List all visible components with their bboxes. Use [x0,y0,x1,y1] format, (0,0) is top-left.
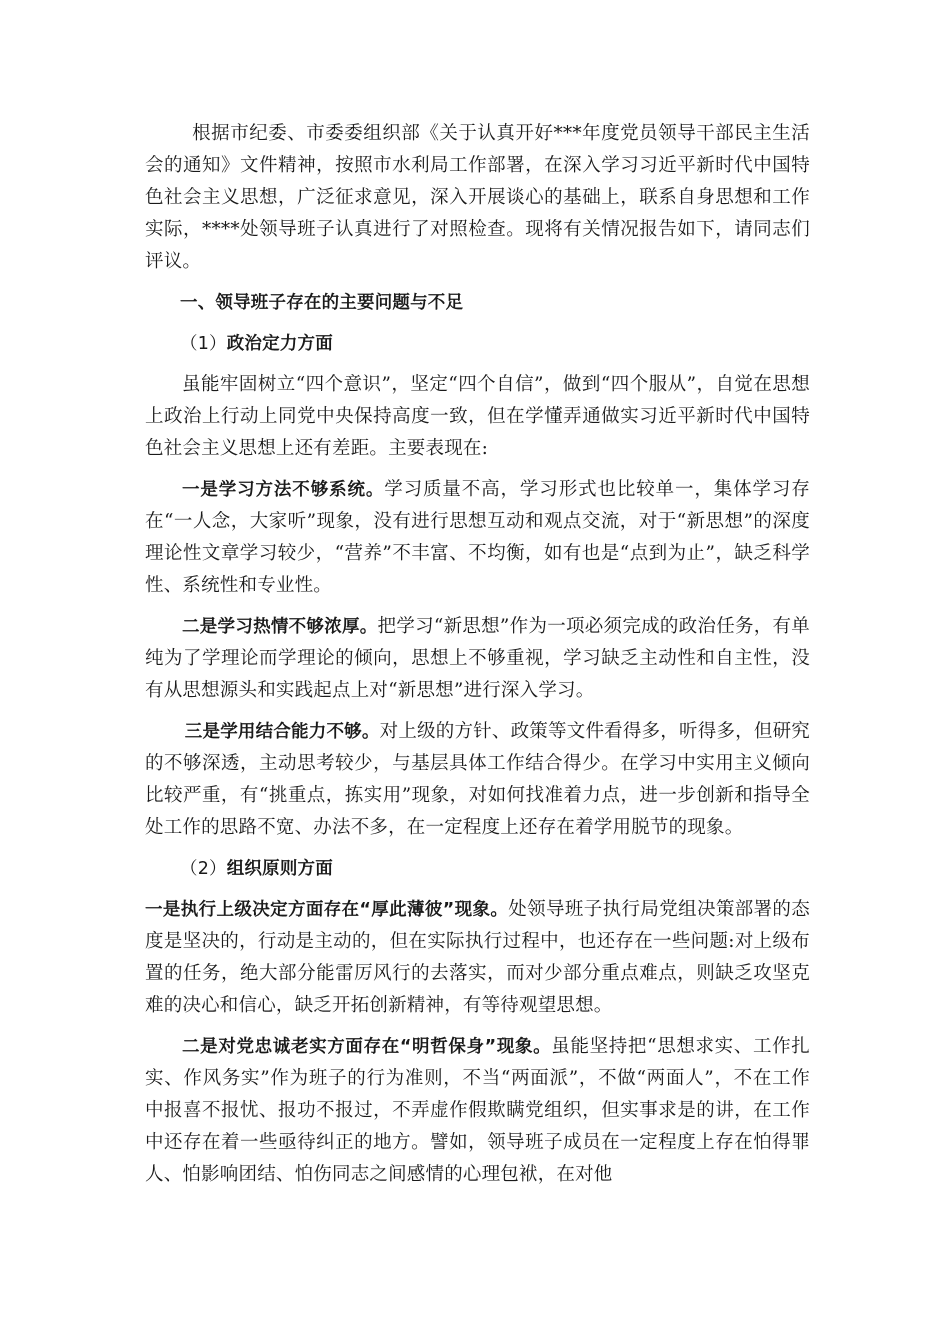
item-lead: 二是学习热情不够浓厚。 [182,617,378,637]
item-lead: 一是学习方法不够系统。 [182,480,385,500]
list-item [145,716,810,844]
subsection-number: （2） [180,859,227,879]
list-item [145,611,810,707]
item-lead: 一是执行上级决定方面存在“厚此薄彼”现象。 [145,900,509,920]
subsection-number: （1） [180,334,227,354]
item-text: 处领导班子执行局党组决策部署的态度是坚决的，行动是主动的，但在实际执行过程中，也还存在一些问题:对上级布置的任务，绝大部分能雷厉风行的去落实，而对少部分重点难点，则缺乏攻坚克难的决心和信心，缺乏开拓创新精神，有等待观望思想。 [145,899,811,1016]
section-heading-text: 一、领导班子存在的主要问题与不足 [180,293,464,313]
subsection-intro-paragraph: 虽能牢固树立“四个意识”，坚定“四个自信”，做到“四个服从”，自觉在思想上政治上行动上同党中央保持高度一致，但在学懂弄通做实习近平新时代中国特色社会主义思想上还有差距。主要表现在: [145,374,810,459]
list-item [145,1031,810,1191]
item-lead: 二是对党忠诚老实方面存在“明哲保身”现象。 [182,1037,552,1057]
section-heading [145,287,810,319]
subsection-title: 政治定力方面 [226,334,333,354]
item-text: 把学习“新思想”作为一项必须完成的政治任务，有单纯为了学理论而学理论的倾向，思想上不够重视，学习缺乏主动性和自主性，没有从思想源头和实践起点上对“新思想”进行深入学习。 [145,616,811,701]
item-lead: 三是学用结合能力不够。 [184,722,380,742]
subsection-heading-1 [145,328,810,360]
subsection-title: 组织原则方面 [226,859,333,879]
subsection-heading-2 [145,853,810,885]
item-text: 对上级的方针、政策等文件看得多，听得多，但研究的不够深透，主动思考较少，与基层具体工作结合得少。在学习中实用主义倾向比较严重，有“挑重点，拣实用”现象，对如何找准着力点，进一步创新和指导全处工作的思路不宽、办法不多，在一定程度上还存在着学用脱节的现象。 [145,721,810,838]
item-text: 学习质量不高，学习形式也比较单一，集体学习存在“一人念，大家听”现象，没有进行思想互动和观点交流，对于“新思想”的深度理论性文章学习较少，“营养”不丰富、不均衡，如有也是“点到为止”，缺乏科学性、系统性和专业性。 [145,479,811,596]
item-text: 虽能坚持把“思想求实、工作扎实、作风务实”作为班子的行为准则，不当“两面派”，不做“两面人”，不在工作中报喜不报忧、报功不报过，不弄虚作假欺瞒党组织，但实事求是的讲，在工作中还存在着一些亟待纠正的地方。譬如，领导班子成员在一定程度上存在怕得罪人、怕影响团结、怕伤同志之间感情的心理包袱，在对他 [145,1036,810,1185]
list-item [145,894,810,1022]
document-body [145,118,810,1191]
list-item [145,474,810,602]
intro-paragraph: 根据市纪委、市委委组织部《关于认真开好***年度党员领导干部民主生活会的通知》文件精神，按照市水利局工作部署，在深入学习习近平新时代中国特色社会主义思想，广泛征求意见，深入开展谈心的基础上，联系自身思想和工作实际，****处领导班子认真进行了对照检查。现将有关情况报告如下，请同志们评议。 [145,123,810,272]
